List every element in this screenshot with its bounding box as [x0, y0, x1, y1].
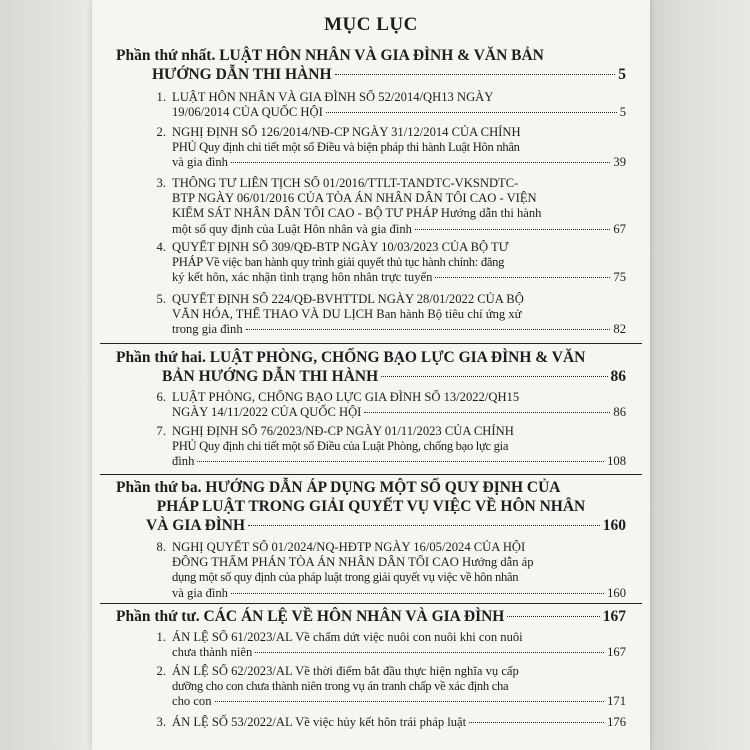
toc-item-1-2 — [156, 125, 626, 171]
part-2-title-line-1: Phần thứ hai. LUẬT PHÒNG, CHỐNG BẠO LỰC GIA ĐÌNH & VĂN — [116, 349, 586, 366]
item-line: ÁN LỆ SỐ 62/2023/AL Về thời điểm bắt đầu thực hiện nghĩa vụ cấp — [172, 664, 519, 678]
dot-leader — [255, 652, 604, 653]
toc-item-2-6 — [156, 390, 626, 420]
item-number: 1. — [156, 90, 166, 104]
item-line: dụng một số quy định của pháp luật trong giải quyết vụ việc về hôn nhân — [172, 570, 519, 585]
item-last-text: cho con — [172, 694, 212, 709]
dot-leader — [335, 74, 616, 75]
item-last-line — [172, 645, 626, 660]
item-line: THÔNG TƯ LIÊN TỊCH SỐ 01/2016/TTLT-TANDTC-VKSNDTC- — [172, 176, 519, 190]
item-number: 2. — [156, 125, 166, 139]
item-page: 171 — [607, 694, 626, 709]
book-page — [92, 0, 650, 750]
toc-item-4-2 — [156, 664, 626, 710]
right-page-edge — [650, 0, 750, 750]
item-last-text: đình — [172, 454, 195, 469]
part-3-title-line-3: VÀ GIA ĐÌNH — [146, 517, 246, 534]
item-last-line — [172, 222, 626, 237]
item-line: KIỂM SÁT NHÂN DÂN TỐI CAO - BỘ TƯ PHÁP Hướng dẫn thi hành — [172, 206, 542, 221]
part-3-title-line-2: PHÁP LUẬT TRONG GIẢI QUYẾT VỤ VIỆC VỀ HÔN NHÂN — [156, 498, 586, 515]
part-3-title — [116, 478, 626, 535]
item-page: 82 — [613, 322, 626, 337]
item-line: dưỡng cho con chưa thành niên trong vụ án tranh chấp về xác định cha — [172, 679, 509, 694]
item-number: 8. — [156, 540, 166, 554]
part-3-title-line-3-row — [116, 516, 626, 535]
part-4-title — [116, 607, 626, 626]
item-line: NGHỊ ĐỊNH SỐ 76/2023/NĐ-CP NGÀY 01/11/2023 CỦA CHÍNH — [172, 424, 514, 438]
item-last-text: một số quy định của Luật Hôn nhân và gia đình — [172, 221, 412, 236]
part-1-title-line-2-row — [116, 65, 626, 84]
part-2-title-line-2: BẢN HƯỚNG DẪN THI HÀNH — [162, 368, 379, 385]
item-last-line — [172, 405, 626, 420]
item-line: PHỦ Quy định chi tiết một số Điều của Luật Phòng, chống bạo lực gia — [172, 439, 509, 454]
part-1-page: 5 — [618, 66, 626, 83]
item-last-line — [172, 454, 626, 469]
item-last-line — [172, 322, 626, 337]
item-line: QUYẾT ĐỊNH SỐ 309/QĐ-BTP NGÀY 10/03/2023 CỦA BỘ TƯ — [172, 240, 509, 254]
item-number: 2. — [156, 664, 166, 678]
page-title: MỤC LỤC — [324, 14, 418, 35]
item-line: VĂN HÓA, THỂ THAO VÀ DU LỊCH Ban hành Bộ tiêu chí ứng xử — [172, 307, 522, 322]
item-number: 3. — [156, 176, 166, 190]
dot-leader — [231, 593, 604, 594]
item-line: NGHỊ QUYẾT SỐ 01/2024/NQ-HĐTP NGÀY 16/05/2024 CỦA HỘI — [172, 540, 526, 554]
item-last-text: chưa thành niên — [172, 645, 253, 660]
part-3-page: 160 — [602, 517, 626, 534]
toc-item-3-8 — [156, 540, 626, 601]
item-page: 5 — [619, 105, 626, 120]
section-divider — [100, 474, 642, 475]
item-number: 3. — [156, 715, 166, 729]
dot-leader — [197, 461, 604, 462]
item-last-text: trong gia đình — [172, 322, 243, 337]
item-page: 167 — [607, 645, 626, 660]
item-last-text: 19/06/2014 CỦA QUỐC HỘI — [172, 105, 323, 120]
item-line: PHỦ Quy định chi tiết một số Điều và biện pháp thi hành Luật Hôn nhân — [172, 140, 520, 155]
item-last-line — [172, 694, 626, 709]
part-4-page: 167 — [602, 608, 626, 625]
item-line: ĐỒNG THẨM PHÁN TÒA ÁN NHÂN DÂN TỐI CAO Hướng dẫn áp — [172, 555, 534, 570]
dot-leader — [215, 701, 605, 702]
item-last-line — [172, 105, 626, 120]
section-divider — [100, 603, 642, 604]
dot-leader — [415, 229, 610, 230]
toc-item-1-3 — [156, 176, 626, 237]
part-3-title-line-1: Phần thứ ba. HƯỚNG DẪN ÁP DỤNG MỘT SỐ QUY ĐỊNH CỦA — [116, 479, 561, 496]
item-number: 1. — [156, 630, 166, 644]
part-4-title-row — [116, 607, 626, 626]
toc-item-1-5 — [156, 292, 626, 338]
dot-leader — [507, 616, 599, 617]
item-last-text: ký kết hôn, xác nhận tình trạng hôn nhân trực tuyến — [172, 270, 433, 285]
item-last-line — [172, 270, 626, 285]
toc-item-1-4 — [156, 240, 626, 286]
item-line: PHÁP Về việc ban hành quy trình giải quyết thủ tục hành chính: đăng — [172, 255, 505, 270]
item-last-line — [172, 586, 626, 601]
toc-item-2-7 — [156, 424, 626, 470]
part-1-title — [116, 46, 626, 84]
item-line: LUẬT PHÒNG, CHỐNG BẠO LỰC GIA ĐÌNH SỐ 13/2022/QH15 — [172, 390, 520, 404]
item-number: 6. — [156, 390, 166, 404]
item-last-text: và gia đình — [172, 155, 228, 170]
toc-item-1-1 — [156, 90, 626, 120]
dot-leader — [469, 722, 604, 723]
item-line: NGHỊ ĐỊNH SỐ 126/2014/NĐ-CP NGÀY 31/12/2014 CỦA CHÍNH — [172, 125, 521, 139]
item-line: QUYẾT ĐỊNH SỐ 224/QĐ-BVHTTDL NGÀY 28/01/2022 CỦA BỘ — [172, 292, 524, 306]
item-last-text: ÁN LỆ SỐ 53/2022/AL Về việc hủy kết hôn trái pháp luật — [172, 715, 467, 729]
item-page: 75 — [613, 270, 626, 285]
left-page-edge — [0, 0, 92, 750]
item-number: 5. — [156, 292, 166, 306]
part-2-page: 86 — [610, 368, 626, 385]
item-page: 67 — [613, 221, 626, 236]
item-line: BTP NGÀY 06/01/2016 CỦA TÒA ÁN NHÂN DÂN TỐI CAO - VIỆN — [172, 191, 537, 206]
item-number: 7. — [156, 424, 166, 438]
item-page: 86 — [613, 405, 626, 420]
item-line: ÁN LỆ SỐ 61/2023/AL Về chấm dứt việc nuôi con nuôi khi con nuôi — [172, 630, 523, 644]
item-line: LUẬT HÔN NHÂN VÀ GIA ĐÌNH SỐ 52/2014/QH13 NGÀY — [172, 90, 494, 104]
part-1-title-line-1: Phần thứ nhất. LUẬT HÔN NHÂN VÀ GIA ĐÌNH & VĂN BẢN — [116, 47, 544, 64]
dot-leader — [326, 112, 617, 113]
dot-leader — [231, 162, 610, 163]
dot-leader — [435, 277, 610, 278]
part-4-title-line-1: Phần thứ tư. CÁC ÁN LỆ VỀ HÔN NHÂN VÀ GIA ĐÌNH — [116, 608, 505, 625]
item-page: 176 — [607, 715, 626, 729]
dot-leader — [364, 412, 610, 413]
toc-item-4-1 — [156, 630, 626, 660]
item-number: 4. — [156, 240, 166, 254]
item-page: 160 — [607, 585, 626, 600]
item-last-text: và gia đình — [172, 585, 228, 600]
dot-leader — [246, 329, 611, 330]
part-1-title-line-2: HƯỚNG DẪN THI HÀNH — [152, 66, 332, 83]
item-last-line — [172, 155, 626, 170]
toc-item-4-3 — [156, 715, 626, 730]
item-last-line — [172, 715, 626, 730]
item-page: 108 — [607, 454, 626, 469]
item-page: 39 — [613, 155, 626, 170]
item-last-text: NGÀY 14/11/2022 CỦA QUỐC HỘI — [172, 405, 362, 420]
part-2-title — [116, 348, 626, 386]
dot-leader — [248, 525, 600, 526]
section-divider — [100, 343, 642, 344]
dot-leader — [381, 376, 607, 377]
part-2-title-line-2-row — [116, 367, 626, 386]
